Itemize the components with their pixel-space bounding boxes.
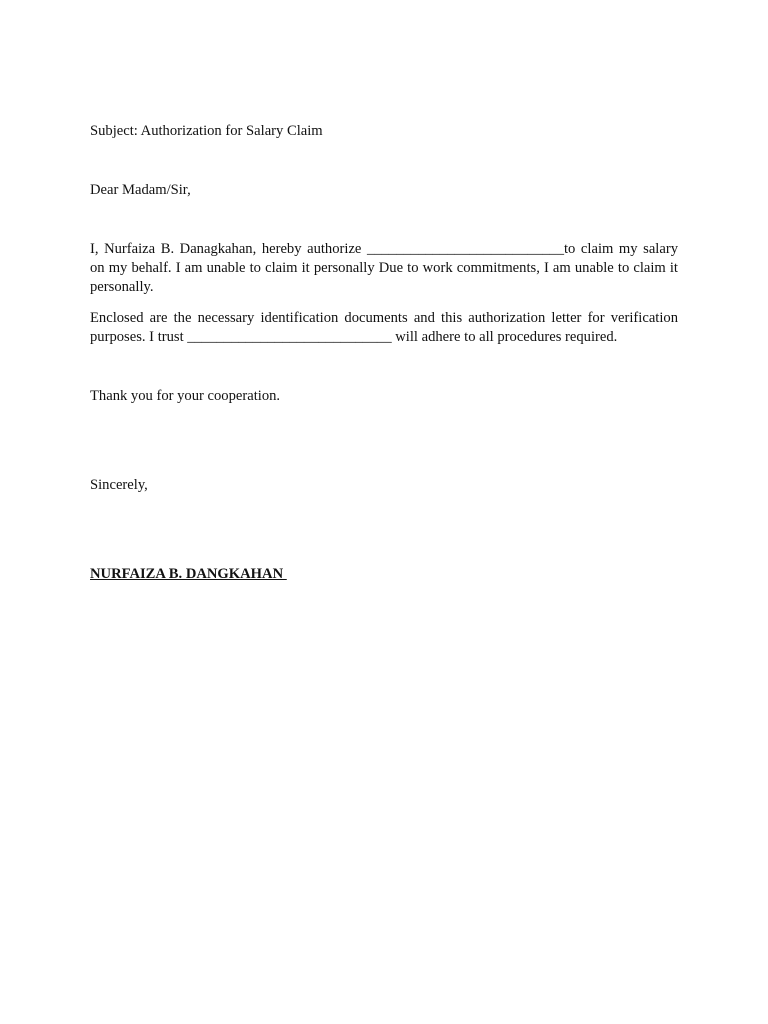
paragraph-enclosures xyxy=(90,309,678,347)
paragraph1-text-after-blank: to claim my salary on my behalf. I am unable to claim it personally Due to work commitments, I am unable to claim it personally. xyxy=(90,241,678,295)
salutation: Dear Madam/Sir, xyxy=(90,182,191,198)
paragraph1-text-before-blank: I, Nurfaiza B. Danagkahan, hereby authorize xyxy=(90,241,367,257)
paragraph2-text-after-blank: will adhere to all procedures required. xyxy=(391,329,618,345)
authorized-person-blank: ___________________________ xyxy=(366,241,564,257)
paragraph-authorization-text xyxy=(90,240,678,297)
thank-you-line: Thank you for your cooperation. xyxy=(90,388,281,404)
trusted-person-blank: ____________________________ xyxy=(187,329,392,345)
signature-name: NURFAIZA B. DANGKAHAN xyxy=(90,566,287,582)
closing-line: Sincerely, xyxy=(90,477,148,493)
paragraph-enclosures-text xyxy=(90,309,678,347)
paragraph2-text-before-blank: Enclosed are the necessary identification documents and this authorization letter for verification purposes. I trust xyxy=(90,310,678,345)
subject-line: Subject: Authorization for Salary Claim xyxy=(90,123,323,139)
paragraph-authorization xyxy=(90,240,678,297)
